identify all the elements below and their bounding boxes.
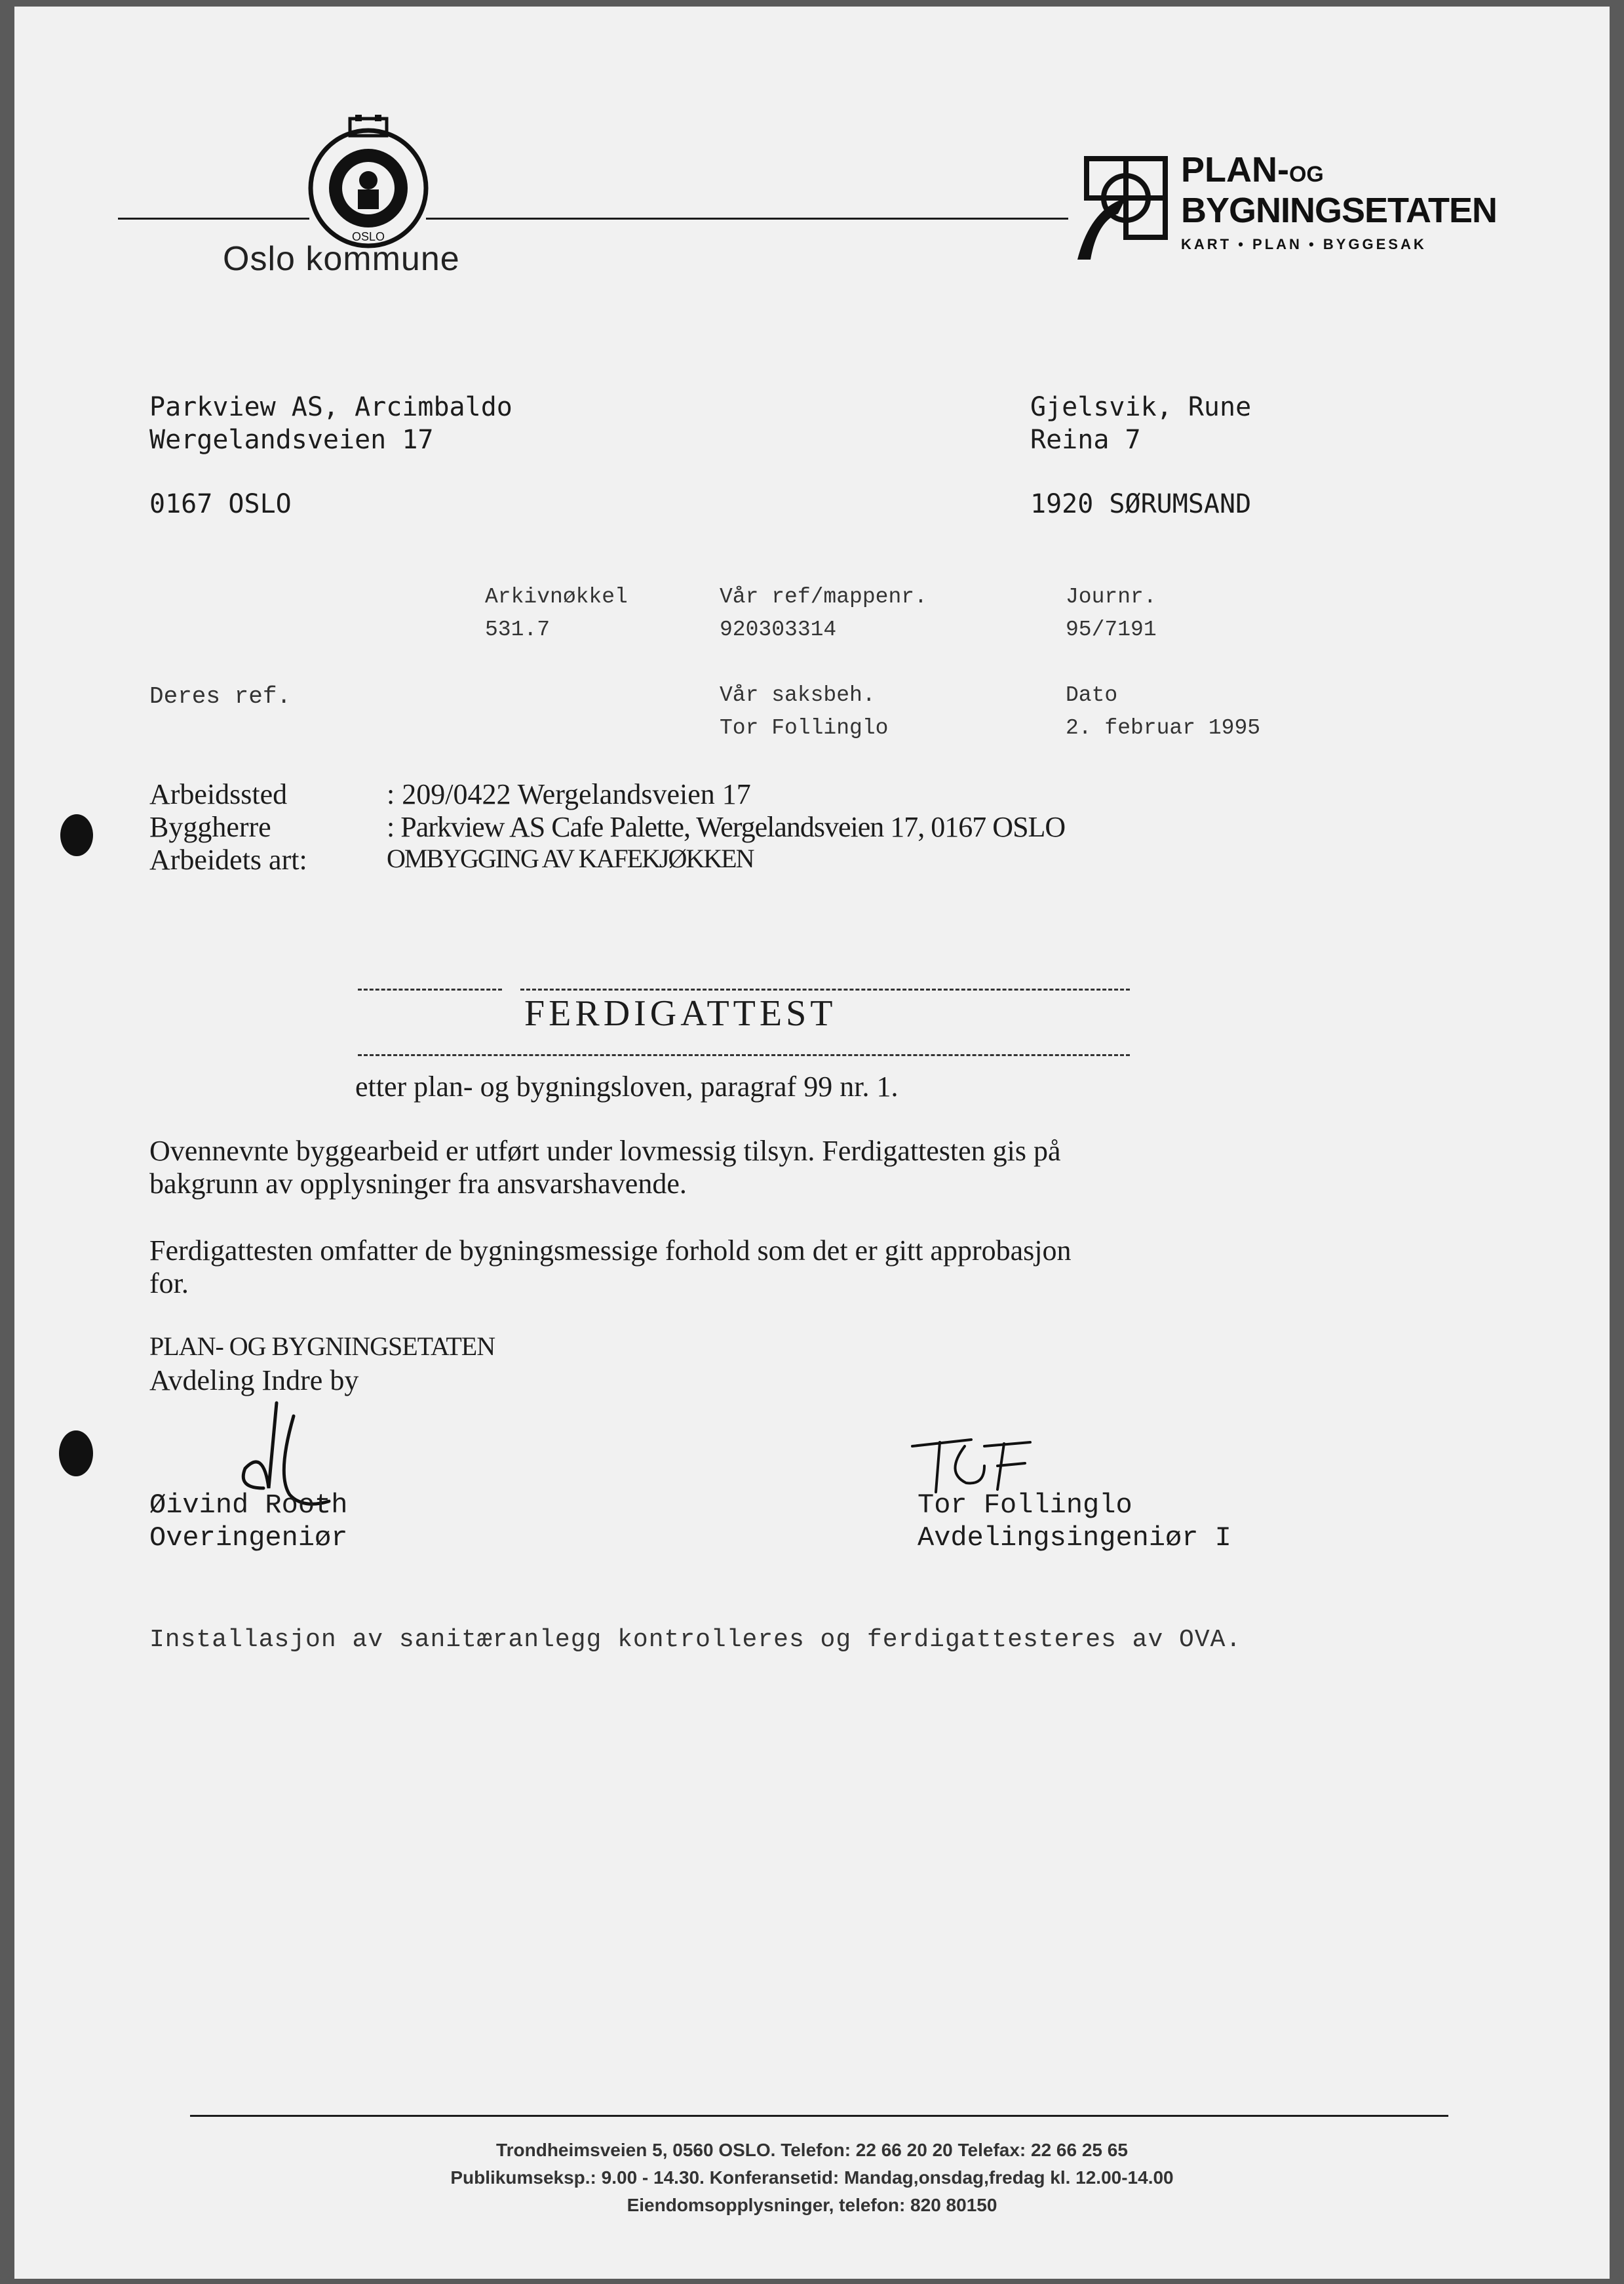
oslo-kommune-label: Oslo kommune (223, 240, 460, 278)
recipient-line-1: Parkview AS, Arcimbaldo (149, 392, 512, 422)
dato-value: 2. februar 1995 (1066, 716, 1261, 740)
applicant-line-2: Reina 7 (1030, 425, 1141, 455)
body-para2-line2: for. (149, 1267, 189, 1299)
seal-text: OSLO (351, 230, 385, 243)
signer2-title: Avdelingsingeniør I (918, 1522, 1231, 1554)
saksbeh-value: Tor Follinglo (720, 716, 889, 740)
recipient-line-3: 0167 OSLO (149, 489, 292, 519)
arbeidets-art-label: Arbeidets art: (149, 844, 307, 876)
logo-line-1-suffix: OG (1288, 162, 1324, 187)
var-ref-value: 920303314 (720, 618, 837, 642)
signoff-dept: Avdeling Indre by (149, 1364, 359, 1396)
body-para1-line1: Ovennevnte byggearbeid er utført under lovmessig tilsyn. Ferdigattesten gis på (149, 1135, 1061, 1167)
logo-line-3: KART • PLAN • BYGGESAK (1181, 236, 1427, 252)
footer-line-1: Trondheimsveien 5, 0560 OSLO. Telefon: 22 66 20 20 Telefax: 22 66 25 65 (496, 2140, 1128, 2160)
title-dashes-top-left (358, 989, 502, 991)
signer2-name: Tor Follinglo (918, 1489, 1132, 1521)
document-page (14, 7, 1610, 2279)
arkivnokkel-value: 531.7 (485, 618, 551, 642)
body-para2-line1: Ferdigattesten omfatter de bygningsmessige forhold som det er gitt approbasjon (149, 1234, 1072, 1267)
signer1-title: Overingeniør (149, 1522, 348, 1554)
header-rule-middle (426, 218, 1068, 220)
oslo-seal-icon (303, 115, 434, 252)
footer-line-3: Eiendomsopplysninger, telefon: 820 80150 (627, 2195, 997, 2215)
punch-hole-top (60, 814, 93, 856)
arbeidets-art-value: OMBYGGING AV KAFEKJØKKEN (387, 844, 754, 873)
logo-line-1-main: PLAN- (1181, 150, 1289, 189)
title-dashes-top-right (520, 989, 1130, 991)
punch-hole-bottom (59, 1430, 93, 1476)
applicant-line-3: 1920 SØRUMSAND (1030, 489, 1252, 519)
journr-label: Journr. (1066, 585, 1157, 609)
body-para1-line2: bakgrunn av opplysninger fra ansvarshavende. (149, 1168, 687, 1200)
logo-line-1 (1181, 149, 1324, 190)
signoff-org: PLAN- OG BYGNINGSETATEN (149, 1331, 495, 1361)
footer-line-2: Publikumseksp.: 9.00 - 14.30. Konferansetid: Mandag,onsdag,fredag kl. 12.00-14.00 (450, 2167, 1174, 2188)
applicant-line-1: Gjelsvik, Rune (1030, 392, 1252, 422)
var-ref-label: Vår ref/mappenr. (720, 585, 927, 609)
title-dashes-bottom (358, 1054, 1130, 1056)
dato-label: Dato (1066, 683, 1118, 707)
saksbeh-label: Vår saksbeh. (720, 683, 876, 707)
journr-value: 95/7191 (1066, 618, 1157, 642)
logo-line-2: BYGNINGSETATEN (1181, 191, 1498, 230)
plan-bygning-logo-icon (1071, 149, 1176, 261)
recipient-line-2: Wergelandsveien 17 (149, 425, 434, 455)
signature-follinglo-icon (906, 1427, 1037, 1499)
ferdigattest-subheading: etter plan- og bygningsloven, paragraf 99 nr. 1. (355, 1071, 899, 1103)
ova-note: Installasjon av sanitæranlegg kontrolleres og ferdigattesteres av OVA. (149, 1626, 1242, 1654)
deres-ref-label: Deres ref. (149, 683, 292, 710)
header-rule-left (118, 218, 309, 220)
byggherre-label: Byggherre (149, 811, 271, 843)
footer-rule (190, 2115, 1448, 2117)
ferdigattest-heading: FERDIGATTEST (524, 993, 837, 1034)
arkivnokkel-label: Arkivnøkkel (485, 585, 628, 609)
byggherre-value: : Parkview AS Cafe Palette, Wergelandsveien 17, 0167 OSLO (387, 811, 1066, 843)
arbeidssted-label: Arbeidssted (149, 778, 288, 810)
arbeidssted-value: : 209/0422 Wergelandsveien 17 (387, 778, 751, 810)
signer1-name: Øivind Rooth (149, 1489, 348, 1521)
